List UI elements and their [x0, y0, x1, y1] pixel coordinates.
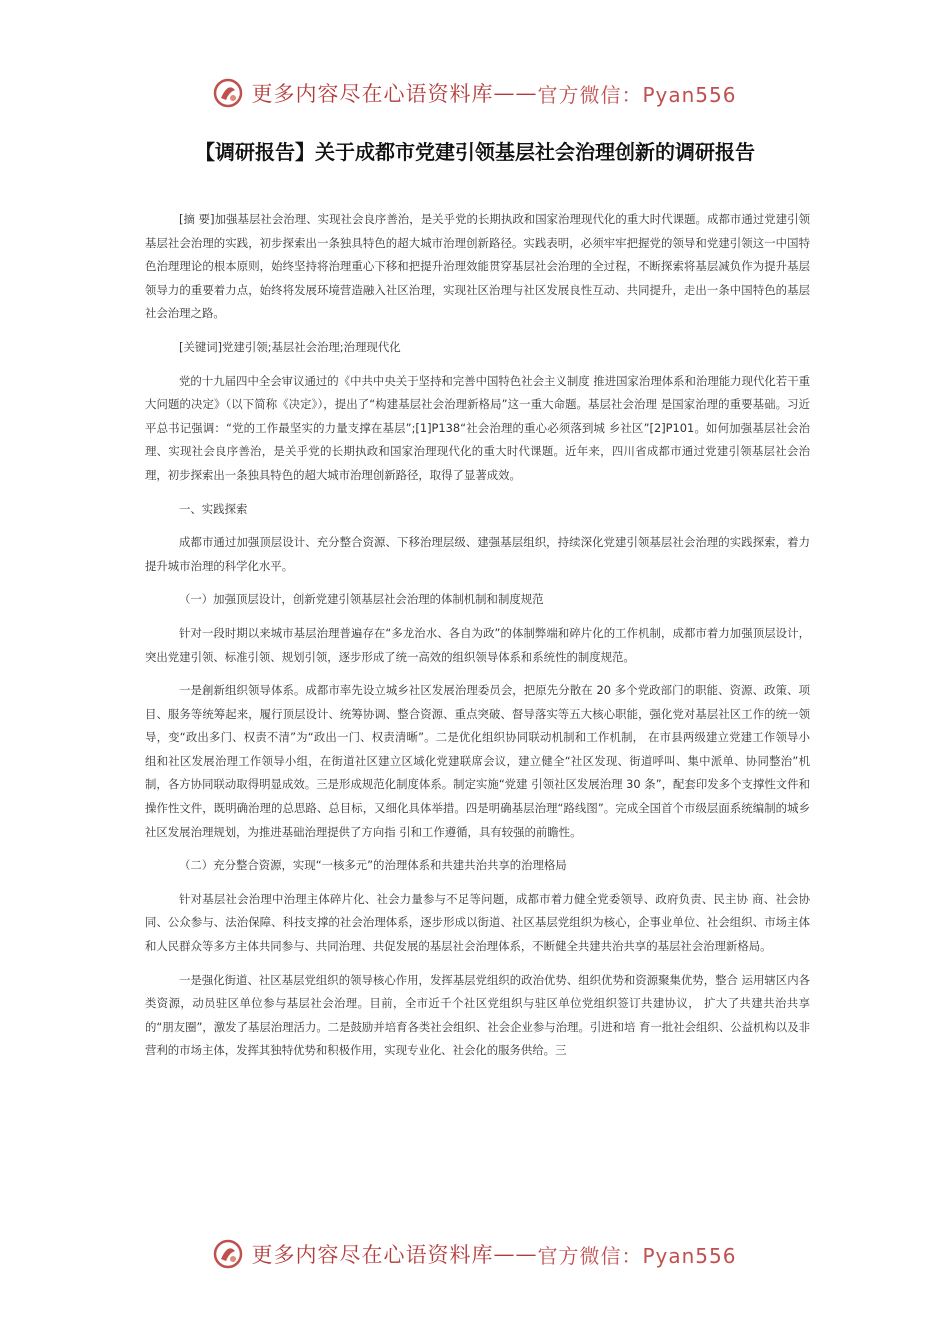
logo-icon	[213, 78, 243, 108]
abstract-paragraph: [摘 要]加强基层社会治理、实现社会良序善治，是关乎党的长期执政和国家治理现代化的重大时代课题。成都市通过党建引领基层社会治理的实践，初步探索出一条独具特色的超大城市治理创新路径。实践表明，必须牢牢把握党的领导和党建引领这一中国特色治理理论的根本原则，始终坚持将治理重心下移和把提升治理效能贯穿基层社会治理的全过程，不断探索将基层减负作为提升基层领导力的重要着力点，始终将发展环境营造融入社区治理，实现社区治理与社区发展良性互动、共同提升，走出一条中国特色的基层社会治理之路。	[145, 212, 810, 321]
subsection-heading: （一）加强顶层设计，创新党建引领基层社会治理的体制机制和制度规范	[179, 592, 544, 607]
banner-wechat: 官方微信：Pyan556	[537, 82, 737, 107]
header-banner	[0, 73, 950, 113]
body-paragraph: 一是創新组织领导体系。成都市率先设立城乡社区发展治理委员会，把原先分散在 20 多个党政部门的职能、资源、政策、项目、服务等统筹起来，履行顶层设计、统筹协调、整合资源、重点突破、督导落实等五大核心职能，强化党对基层社区工作的统一领导，变“政出多门、权责不清”为“政出一门、权责清晰”。二是优化组织协同联动机制和工作机制， 在市县两级建立党建工作领导小组和社区发展治理工作领导小组，在街道社区建立区域化党建联席会议，建立健全“社区发现、街道呼叫、集中派单、协同整治”机制，各方协同联动取得明显成效。三是形成规范化制度体系。制定实施“党建 引领社区发展治理 30 条”，配套印发多个支撑性文件和操作性文件，既明确治理的总思路、总目标，又细化具体举措。四是明确基层治理“路线图”。完成全国首个市级层面系统编制的城乡社区发展治理规划，为推进基础治理提供了方向指 引和工作遵循，具有较强的前瞻性。	[145, 683, 810, 839]
banner-dash: ——	[493, 81, 538, 105]
banner-slogan: 更多内容尽在心语资料库	[251, 1243, 494, 1267]
banner-dash: ——	[493, 1242, 538, 1266]
intro-paragraph: 党的十九届四中全会审议通过的《中共中央关于坚持和完善中国特色社会主义制度 推进国家治理体系和治理能力现代化若干重大问题的决定》（以下简称《决定》），提出了“构建基层社会治理新格局”这一重大命题。基层社会治理 是国家治理的重要基础。习近平总书记强调：“党的工作最坚实的力量支撑在基层”;[1]P138“社会治理的重心必须落到城 乡社区”[2]P101。如何加强基层社会治理、实现社会良序善治，是关乎党的长期执政和国家治理现代化的重大时代课题。近年来，四川省成都市通过党建引领基层社会治理，初步探索出一条独具特色的超大城市治理创新路径，取得了显著成效。	[145, 373, 810, 482]
banner-wechat: 官方微信：Pyan556	[537, 1243, 737, 1268]
logo-icon	[213, 1239, 243, 1269]
banner-slogan: 更多内容尽在心语资料库	[251, 82, 494, 106]
subsection-heading: （二）充分整合资源，实现“一核多元”的治理体系和共建共治共享的治理格局	[179, 858, 567, 873]
body-paragraph: 针对基层社会治理中治理主体碎片化、社会力量参与不足等问题，成都市着力健全党委领导、政府负责、民主协 商、社会协同、公众参与、法治保障、科技支撑的社会治理体系，逐步形成以街道、社区基层党组织为核心，企事业单位、社会组织、市场主体和人民群众等多方主体共同参与、共同治理、共促发展的基层社会治理体系，不断健全共建共治共享的基层社会治理新格局。	[145, 891, 810, 954]
document-body	[145, 208, 810, 1073]
keywords-paragraph: [关键词]党建引领;基层社会治理;治理现代化	[179, 339, 401, 354]
section-heading: 一、实践探索	[179, 501, 248, 516]
body-paragraph: 成都市通过加强顶层设计、充分整合资源、下移治理层级、建强基层组织，持续深化党建引领基层社会治理的实践探索，着力提升城市治理的科学化水平。	[145, 535, 810, 573]
footer-banner	[0, 1234, 950, 1274]
body-paragraph: 一是强化街道、社区基层党组织的领导核心作用，发挥基层党组织的政治优势、组织优势和资源聚集优势，整合 运用辖区内各类资源，动员驻区单位参与基层社会治理。目前，全市近千个社区党组织与驻区单位党组织签订共建协议， 扩大了共建共治共享的“朋友圈”，激发了基层治理活力。二是鼓励并培育各类社会组织、社会企业参与治理。引进和培 育一批社会组织、公益机构以及非营利的市场主体，发挥其独特优势和积极作用，实现专业化、社会化的服务供给。三	[145, 972, 810, 1058]
body-paragraph: 针对一段时期以来城市基层治理普遍存在“多龙治水、各自为政”的体制弊端和碎片化的工作机制，成都市着力加强顶层设计，突出党建引领、标准引领、规划引领，逐步形成了统一高效的组织领导体系和系统性的制度规范。	[145, 625, 810, 664]
page-title: 【调研报告】关于成都市党建引领基层社会治理创新的调研报告	[195, 140, 755, 164]
